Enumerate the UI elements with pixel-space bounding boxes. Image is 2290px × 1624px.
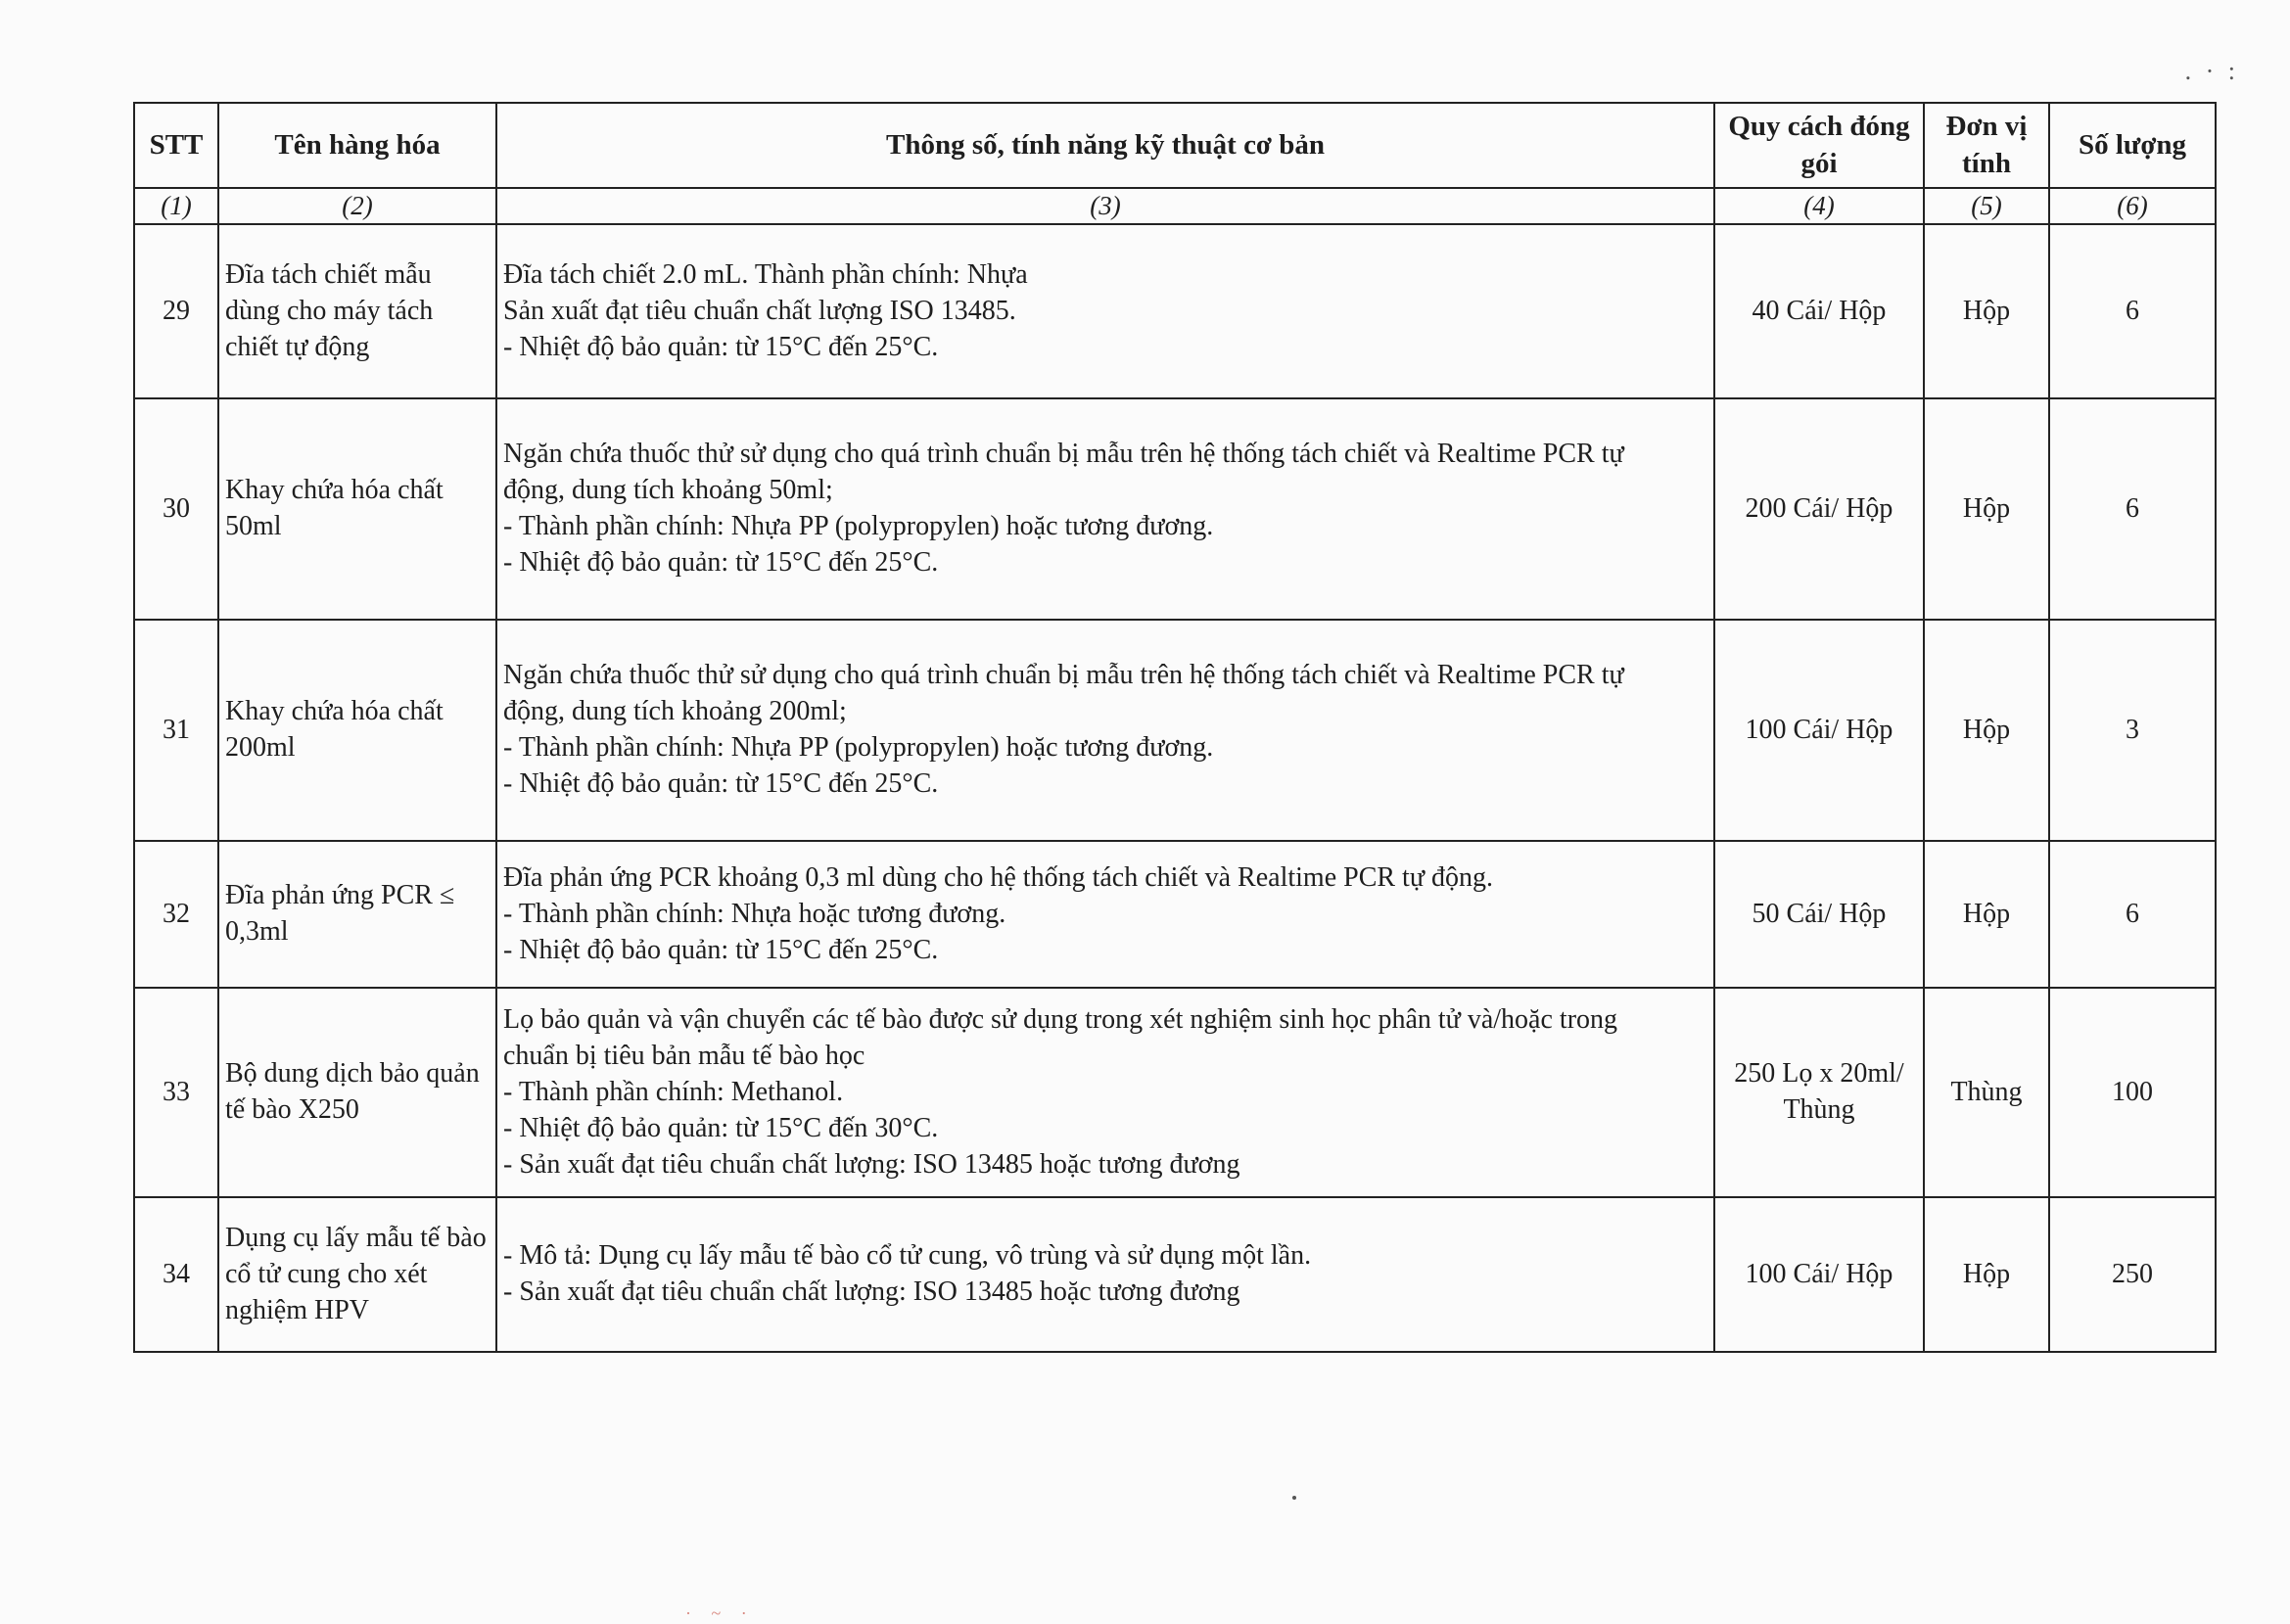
header-spec: Thông số, tính năng kỹ thuật cơ bản bbox=[496, 103, 1714, 188]
cell-packing: 100 Cái/ Hộp bbox=[1714, 1197, 1924, 1352]
cell-qty: 6 bbox=[2049, 224, 2216, 398]
cell-packing: 50 Cái/ Hộp bbox=[1714, 841, 1924, 988]
cell-name: Khay chứa hóa chất 200ml bbox=[218, 620, 496, 841]
cell-stt: 32 bbox=[134, 841, 218, 988]
spec-line: - Nhiệt độ bảo quản: từ 15°C đến 25°C. bbox=[503, 768, 939, 800]
header-qty: Số lượng bbox=[2049, 103, 2216, 188]
spec-line: - Nhiệt độ bảo quản: từ 15°C đến 25°C. bbox=[503, 934, 939, 965]
cell-name: Khay chứa hóa chất 50ml bbox=[218, 398, 496, 620]
cell-spec bbox=[496, 841, 1714, 988]
red-stamp-edge: · ~ · bbox=[685, 1603, 755, 1623]
table-row bbox=[134, 1197, 2216, 1352]
cell-name: Bộ dung dịch bảo quản tế bào X250 bbox=[218, 988, 496, 1197]
spec-line: Ngăn chứa thuốc thử sử dụng cho quá trình chuẩn bị mẫu trên hệ thống tách chiết và Realtime PCR tự bbox=[503, 439, 1624, 470]
spec-line: Ngăn chứa thuốc thử sử dụng cho quá trình chuẩn bị mẫu trên hệ thống tách chiết và Realtime PCR tự bbox=[503, 660, 1624, 691]
cell-qty: 100 bbox=[2049, 988, 2216, 1197]
table-row bbox=[134, 841, 2216, 988]
cell-packing: 250 Lọ x 20ml/ Thùng bbox=[1714, 988, 1924, 1197]
spec-line: - Mô tả: Dụng cụ lấy mẫu tế bào cổ tử cung, vô trùng và sử dụng một lần. bbox=[503, 1240, 1312, 1272]
cell-name: Đĩa tách chiết mẫu dùng cho máy tách chiết tự động bbox=[218, 224, 496, 398]
column-index: (1) bbox=[134, 188, 218, 225]
cell-unit: Hộp bbox=[1924, 620, 2049, 841]
table-header-row bbox=[134, 103, 2216, 188]
cell-name: Đĩa phản ứng PCR ≤ 0,3ml bbox=[218, 841, 496, 988]
scan-speck bbox=[1292, 1496, 1296, 1500]
cell-packing: 40 Cái/ Hộp bbox=[1714, 224, 1924, 398]
cell-unit: Thùng bbox=[1924, 988, 2049, 1197]
header-name: Tên hàng hóa bbox=[218, 103, 496, 188]
table-row bbox=[134, 988, 2216, 1197]
column-index: (6) bbox=[2049, 188, 2216, 225]
spec-line: Đĩa tách chiết 2.0 mL. Thành phần chính: Nhựa bbox=[503, 258, 1028, 290]
cell-stt: 34 bbox=[134, 1197, 218, 1352]
table-row bbox=[134, 620, 2216, 841]
spec-line: - Sản xuất đạt tiêu chuẩn chất lượng: ISO 13485 hoặc tương đương bbox=[503, 1276, 1240, 1308]
cell-name: Dụng cụ lấy mẫu tế bào cổ tử cung cho xét nghiệm HPV bbox=[218, 1197, 496, 1352]
cell-qty: 3 bbox=[2049, 620, 2216, 841]
cell-qty: 6 bbox=[2049, 398, 2216, 620]
spec-line: động, dung tích khoảng 200ml; bbox=[503, 696, 847, 727]
spec-line: - Thành phần chính: Nhựa PP (polypropylen) hoặc tương đương. bbox=[503, 732, 1214, 764]
cell-stt: 30 bbox=[134, 398, 218, 620]
cell-spec bbox=[496, 398, 1714, 620]
cell-spec bbox=[496, 988, 1714, 1197]
spec-line: Đĩa phản ứng PCR khoảng 0,3 ml dùng cho hệ thống tách chiết và Realtime PCR tự động. bbox=[503, 861, 1494, 893]
spec-line: - Nhiệt độ bảo quản: từ 15°C đến 25°C. bbox=[503, 547, 939, 579]
cell-unit: Hộp bbox=[1924, 224, 2049, 398]
cell-stt: 31 bbox=[134, 620, 218, 841]
spec-line: chuẩn bị tiêu bản mẫu tế bào học bbox=[503, 1040, 865, 1071]
cell-unit: Hộp bbox=[1924, 398, 2049, 620]
cell-spec bbox=[496, 224, 1714, 398]
spec-line: - Thành phần chính: Nhựa hoặc tương đương. bbox=[503, 898, 1006, 929]
column-index: (5) bbox=[1924, 188, 2049, 225]
spec-line: - Thành phần chính: Methanol. bbox=[503, 1076, 844, 1107]
spec-line: động, dung tích khoảng 50ml; bbox=[503, 475, 833, 506]
cell-unit: Hộp bbox=[1924, 1197, 2049, 1352]
cell-unit: Hộp bbox=[1924, 841, 2049, 988]
table-row bbox=[134, 398, 2216, 620]
column-index: (2) bbox=[218, 188, 496, 225]
column-index-row bbox=[134, 188, 2216, 225]
cell-qty: 250 bbox=[2049, 1197, 2216, 1352]
cell-stt: 29 bbox=[134, 224, 218, 398]
spec-line: - Sản xuất đạt tiêu chuẩn chất lượng: ISO 13485 hoặc tương đương bbox=[503, 1148, 1240, 1180]
table-row bbox=[134, 224, 2216, 398]
spec-line: - Thành phần chính: Nhựa PP (polypropylen) hoặc tương đương. bbox=[503, 511, 1214, 542]
goods-spec-table bbox=[133, 102, 2217, 1353]
spec-line: - Nhiệt độ bảo quản: từ 15°C đến 30°C. bbox=[503, 1112, 939, 1143]
scan-marks: . · : bbox=[2184, 57, 2239, 85]
spec-line: Sản xuất đạt tiêu chuẩn chất lượng ISO 13485. bbox=[503, 295, 1016, 326]
header-unit: Đơn vị tính bbox=[1924, 103, 2049, 188]
cell-packing: 100 Cái/ Hộp bbox=[1714, 620, 1924, 841]
cell-spec bbox=[496, 620, 1714, 841]
cell-spec bbox=[496, 1197, 1714, 1352]
column-index: (4) bbox=[1714, 188, 1924, 225]
cell-qty: 6 bbox=[2049, 841, 2216, 988]
cell-packing: 200 Cái/ Hộp bbox=[1714, 398, 1924, 620]
spec-line: Lọ bảo quản và vận chuyển các tế bào được sử dụng trong xét nghiệm sinh học phân tử và/hoặc trong bbox=[503, 1003, 1618, 1035]
spec-line: - Nhiệt độ bảo quản: từ 15°C đến 25°C. bbox=[503, 331, 939, 362]
column-index: (3) bbox=[496, 188, 1714, 225]
header-stt: STT bbox=[134, 103, 218, 188]
header-packing: Quy cách đóng gói bbox=[1714, 103, 1924, 188]
cell-stt: 33 bbox=[134, 988, 218, 1197]
